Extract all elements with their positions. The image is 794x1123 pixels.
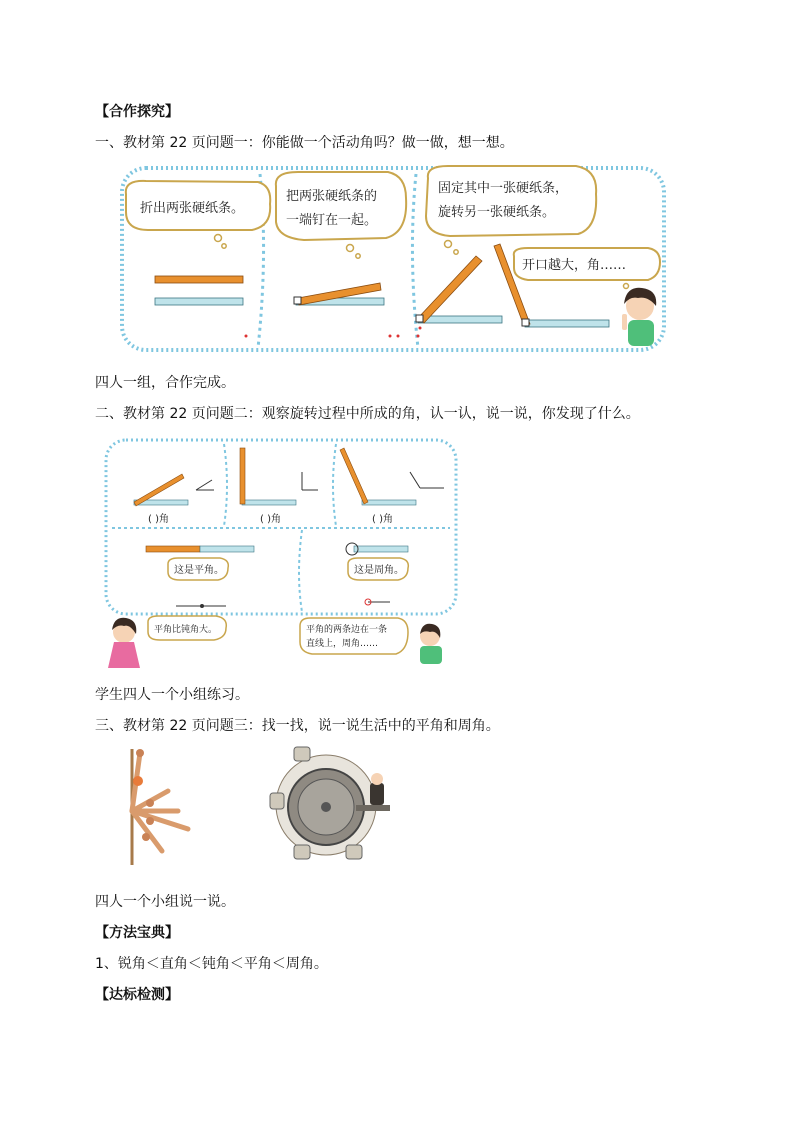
blank-obtuse: ( )角 <box>372 514 393 525</box>
method-heading: 【方法宝典】 <box>95 925 179 941</box>
bubble4-text: 开口越大，角…… <box>522 258 627 273</box>
figure-rotating-angles <box>102 436 460 676</box>
question-2: 二、教材第 22 页问题二：观察旋转过程中所成的角，认一认，说一说，你发现了什么。 <box>95 406 640 422</box>
bubble2-text-line1: 把两张硬纸条的 <box>286 189 378 204</box>
question-2-note: 学生四人一个小组练习。 <box>95 687 249 703</box>
question-1-note: 四人一组，合作完成。 <box>95 375 235 391</box>
blue-strip <box>155 298 243 305</box>
boy-illustration-2 <box>420 624 442 664</box>
bubble3-text-line1: 固定其中一张硬纸条， <box>438 181 569 196</box>
bubble-straight: 这是平角。 <box>174 565 224 576</box>
question-1: 一、教材第 22 页问题一：你能做一个活动角吗？做一做，想一想。 <box>95 135 514 151</box>
cooperate-heading: 【合作探究】 <box>95 104 179 120</box>
boy-says-line2: 直线上，周角…… <box>306 639 379 649</box>
bubble-full: 这是周角。 <box>354 565 404 576</box>
method-item-1: 1、锐角＜直角＜钝角＜平角＜周角。 <box>95 956 328 972</box>
question-3-note: 四人一个小组说一说。 <box>95 894 235 910</box>
blank-acute: ( )角 <box>148 514 169 525</box>
orange-strip <box>155 276 243 283</box>
bubble2-text-line2: 一端钉在一起。 <box>286 213 378 228</box>
question-3: 三、教材第 22 页问题三：找一找，说一说生活中的平角和周角。 <box>95 718 500 734</box>
girl-illustration <box>108 618 140 668</box>
figure-millstone <box>264 745 394 863</box>
boy-says-line1: 平角的两条边在一条 <box>306 625 388 635</box>
bubble3-text-line2: 旋转另一张硬纸条。 <box>438 205 556 220</box>
bubble1-text: 折出两张硬纸条。 <box>140 201 245 216</box>
blank-right: ( )角 <box>260 514 281 525</box>
boy-illustration <box>622 288 656 346</box>
girl-says: 平角比钝角大。 <box>154 625 218 635</box>
figure-gymnast <box>118 745 204 869</box>
figure-activity-angle <box>118 164 668 360</box>
check-heading: 【达标检测】 <box>95 987 179 1003</box>
